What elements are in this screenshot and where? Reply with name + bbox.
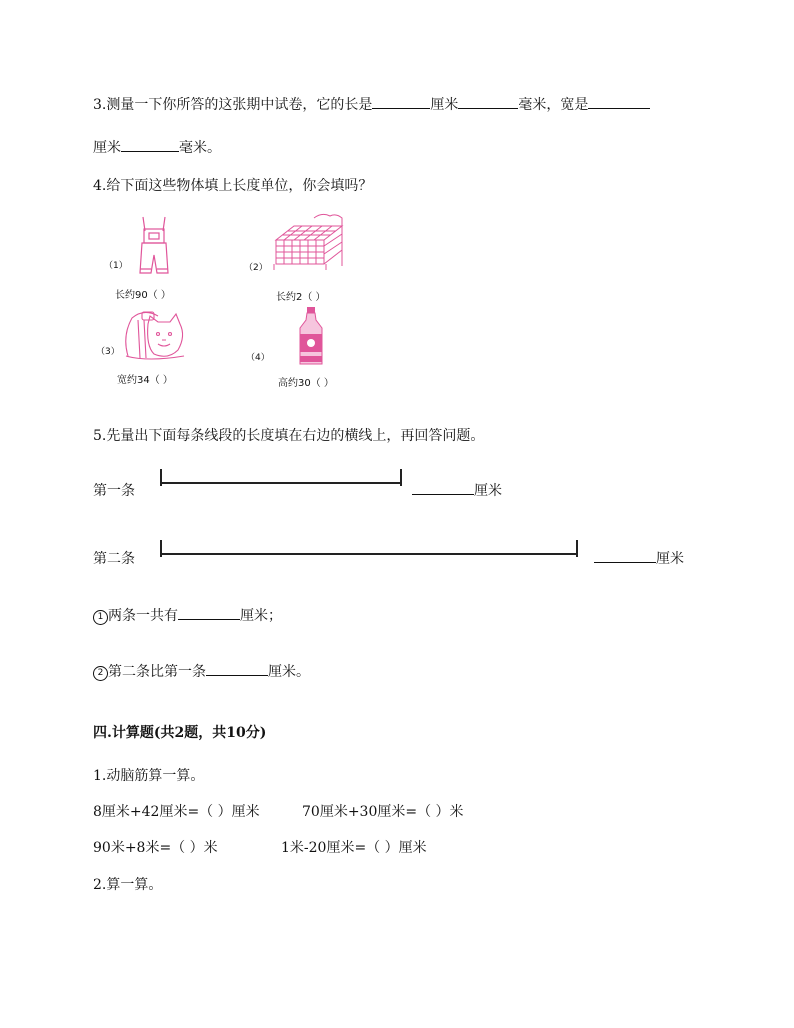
fig1-number: （1） <box>104 261 128 271</box>
q5-sub2-blank[interactable] <box>206 661 268 676</box>
q3-line2-unit-cm: 厘米 <box>93 140 121 156</box>
q5-sub1-blank[interactable] <box>178 605 240 620</box>
section4-title: 四.计算题(共2题，共10分) <box>93 725 267 741</box>
segment1-unit: 厘米 <box>474 483 502 499</box>
segment2-label: 第二条 <box>93 551 135 567</box>
fig3-number: （3） <box>96 347 120 357</box>
segment1-line <box>160 482 402 484</box>
segment2-blank[interactable] <box>594 548 656 563</box>
calc-row2-a: 90米+8米=（ ）米 <box>93 840 218 856</box>
q3-width-cm-blank[interactable] <box>588 94 650 109</box>
segment1-blank[interactable] <box>412 480 474 495</box>
section4-q2-title: 2.算一算。 <box>93 877 163 893</box>
overalls-icon <box>134 215 174 277</box>
q3-length-mm-blank[interactable] <box>458 94 518 109</box>
fig4-caption: 高约30（ ） <box>278 378 334 389</box>
bottle-icon <box>296 306 326 368</box>
bed-icon <box>270 210 348 276</box>
circled-number-2: 2 <box>93 666 108 681</box>
segment1-answer <box>412 480 502 500</box>
circled-number-1: 1 <box>93 610 108 625</box>
q5-sub2 <box>93 661 310 681</box>
fig2-number: （2） <box>244 263 268 273</box>
segment1-label: 第一条 <box>93 483 135 499</box>
q3-width-mm-blank[interactable] <box>121 137 179 152</box>
segment2-end-tick <box>576 540 578 557</box>
fig2-caption: 长约2（ ） <box>276 292 326 303</box>
q5-sub1-text: 两条一共有 <box>108 608 178 624</box>
calc-row1-a: 8厘米+42厘米=（ ）厘米 <box>93 804 260 820</box>
q3-line2-unit-mm: 毫米。 <box>179 140 221 156</box>
fig3-caption: 宽约34（ ） <box>117 375 173 386</box>
q5-sub2-unit: 厘米。 <box>268 664 310 680</box>
q5-sub1 <box>93 605 282 625</box>
section4-q1-title: 1.动脑筋算一算。 <box>93 768 205 784</box>
q3-prefix: 3.测量一下你所答的这张期中试卷，它的长是 <box>93 97 373 113</box>
q3-length-cm-blank[interactable] <box>372 94 430 109</box>
q4-title: 4.给下面这些物体填上长度单位，你会填吗？ <box>93 178 373 194</box>
segment1-end-tick <box>400 469 402 486</box>
q3-line2 <box>93 137 221 157</box>
q3-unit-mm: 毫米，宽是 <box>518 97 589 113</box>
q5-title: 5.先量出下面每条线段的长度填在右边的横线上，再回答问题。 <box>93 428 485 444</box>
schoolbag-icon <box>118 306 194 364</box>
fig1-caption: 长约90（ ） <box>115 290 171 301</box>
q3-unit-cm: 厘米 <box>430 97 459 113</box>
q5-sub2-text: 第二条比第一条 <box>108 664 206 680</box>
segment2-unit: 厘米 <box>656 551 684 567</box>
q3-line1 <box>93 94 650 114</box>
q5-sub1-unit: 厘米； <box>240 608 282 624</box>
segment2-line <box>160 553 578 555</box>
calc-row1-b: 70厘米+30厘米=（ ）米 <box>302 804 464 820</box>
segment2-answer <box>594 548 684 568</box>
calc-row2-b: 1米-20厘米=（ ）厘米 <box>281 840 427 856</box>
fig4-number: （4） <box>246 353 270 363</box>
